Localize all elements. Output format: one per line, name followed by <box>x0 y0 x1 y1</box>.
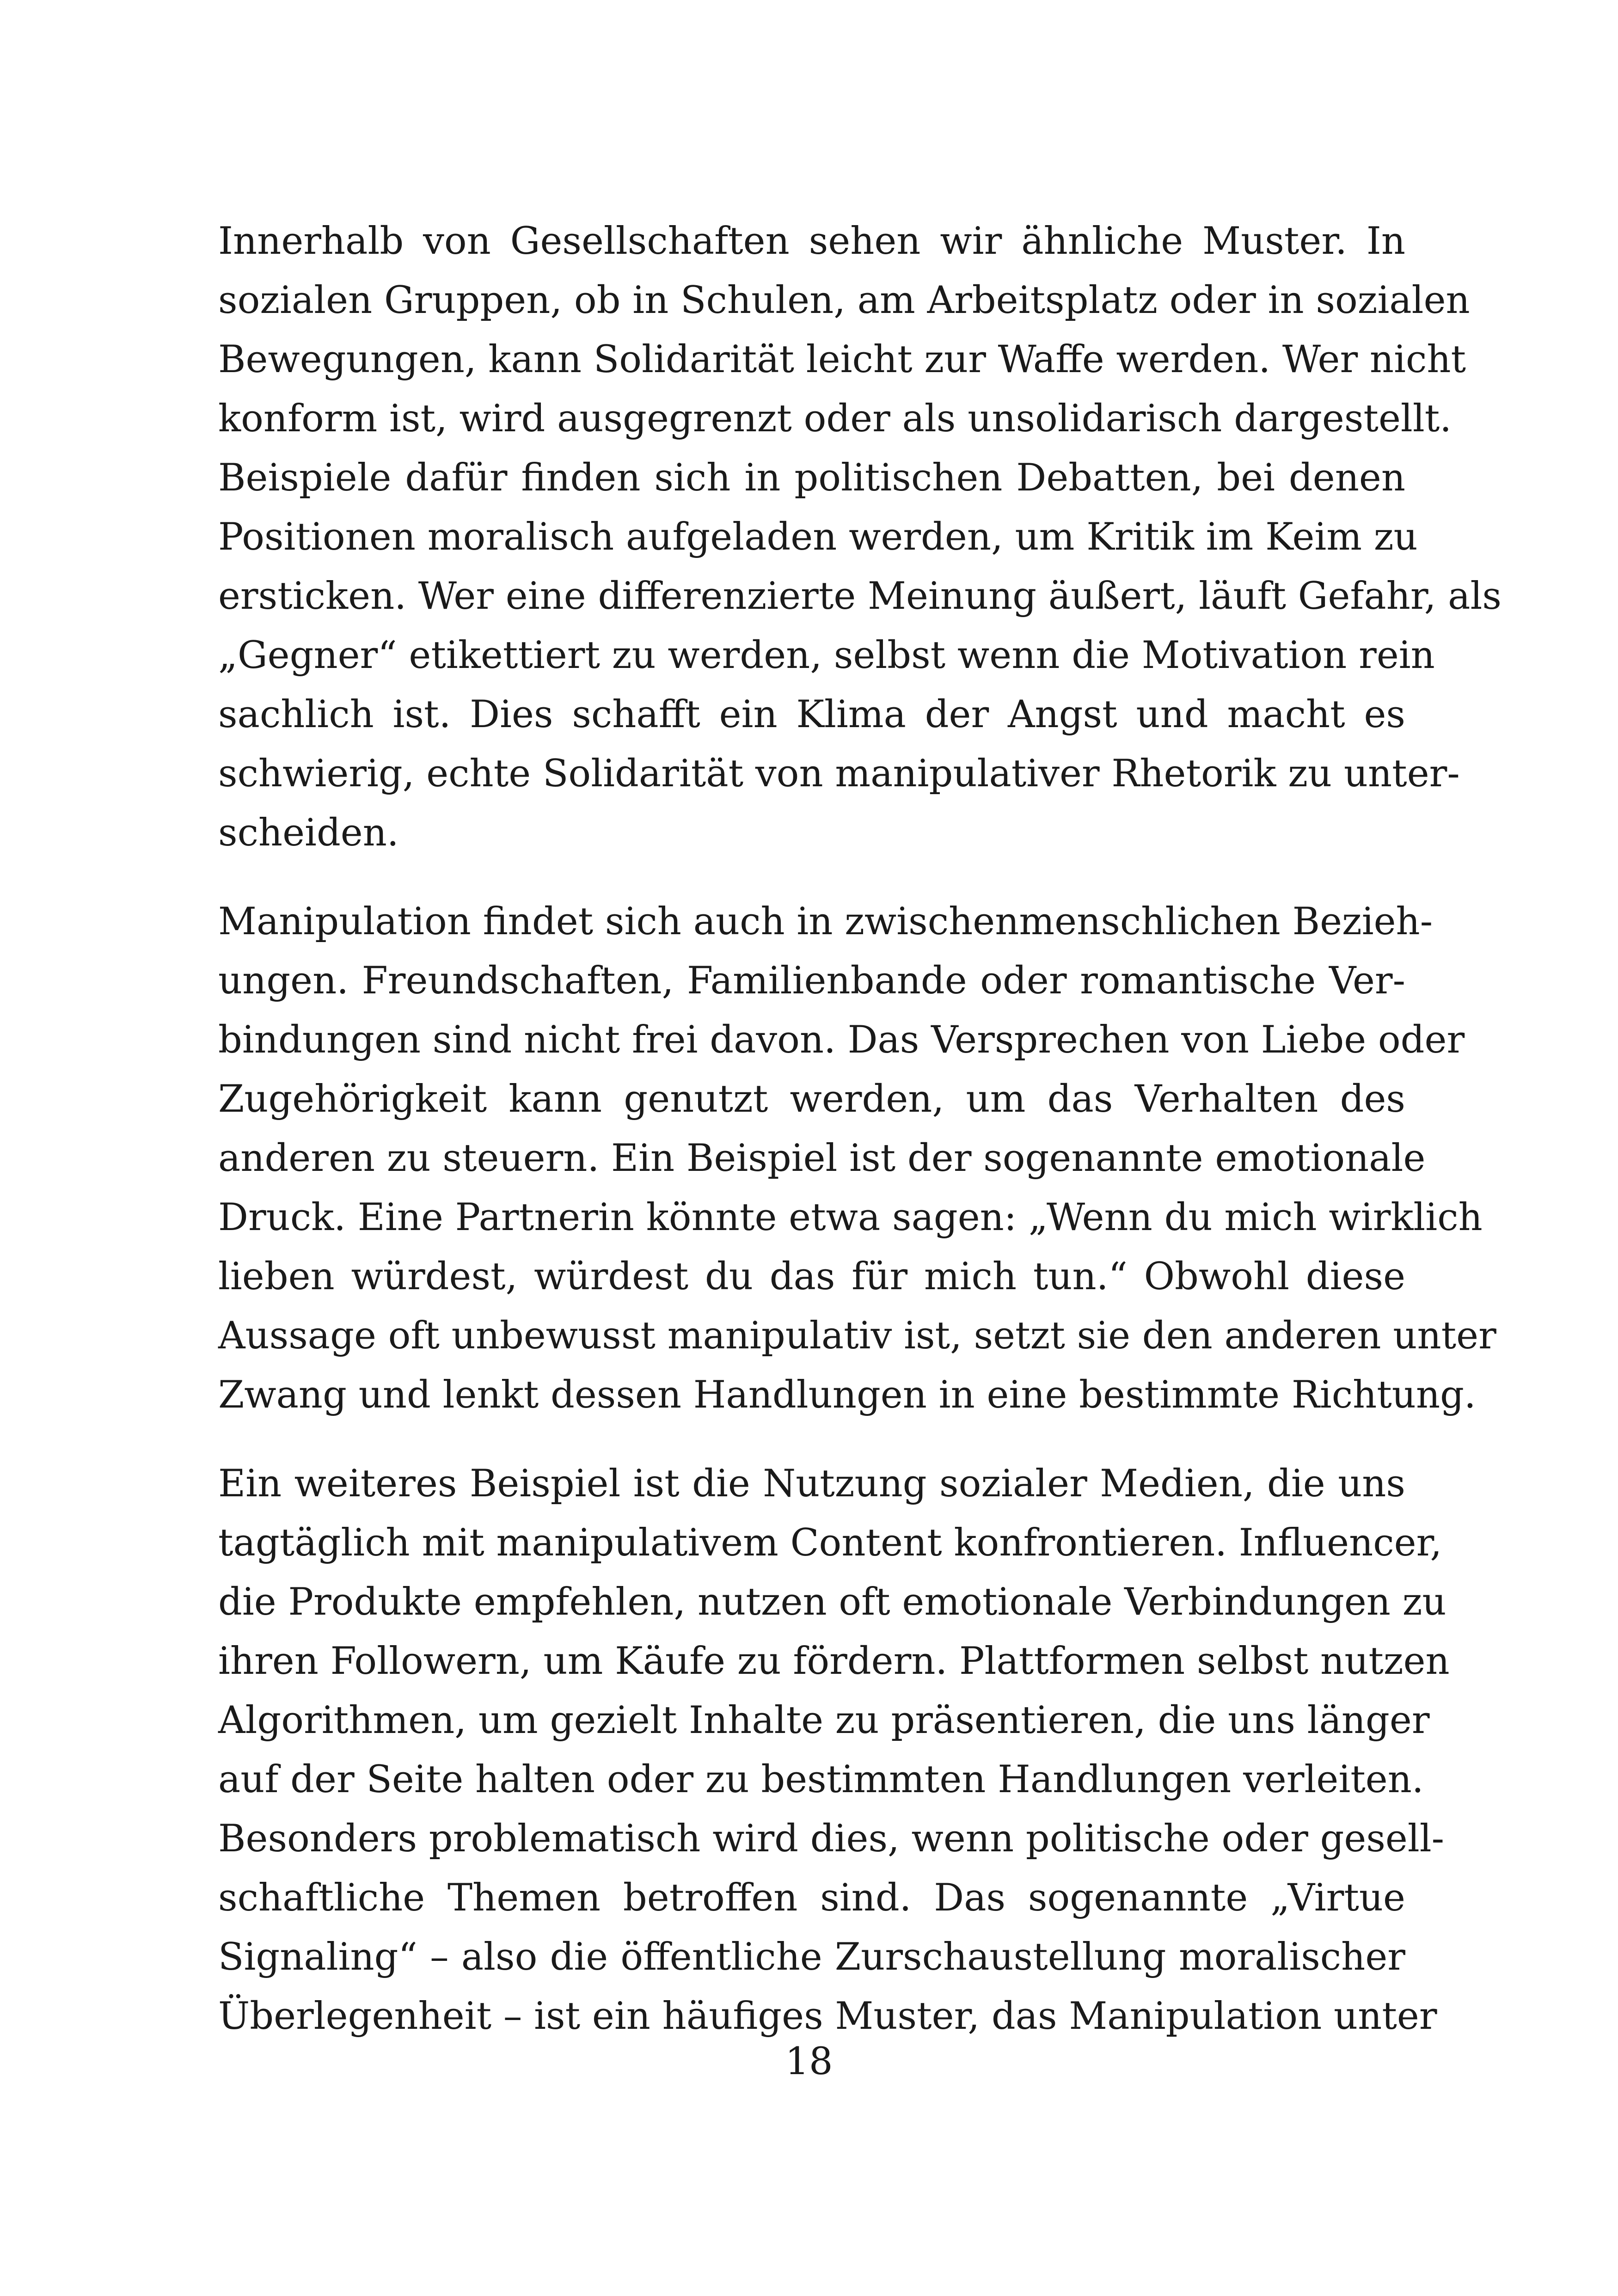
text-line: schaftliche Themen betroffen sind. Das sogenannte „Virtue <box>218 1876 1405 1920</box>
text-line: Bewegungen, kann Solidarität leicht zur Waffe werden. Wer nicht <box>218 338 1466 381</box>
text-line: Zwang und lenkt dessen Handlungen in eine bestimmte Richtung. <box>218 1373 1476 1417</box>
text-line: bindungen sind nicht frei davon. Das Versprechen von Liebe oder <box>218 1018 1465 1062</box>
page-number: 18 <box>785 2040 833 2083</box>
text-line: Manipulation findet sich auch in zwischenmenschlichen Bezieh- <box>218 900 1433 943</box>
text-line: ungen. Freundschaften, Familienbande oder romantische Ver- <box>218 959 1405 1003</box>
text-line: schwierig, echte Solidarität von manipulativer Rhetorik zu unter- <box>218 752 1460 796</box>
paragraph-2 <box>218 892 1496 1425</box>
text-line: anderen zu steuern. Ein Beispiel ist der sogenannte emotionale <box>218 1137 1426 1180</box>
text-line: Aussage oft unbewusst manipulativ ist, setzt sie den anderen unter <box>218 1314 1496 1358</box>
text-line: Druck. Eine Partnerin könnte etwa sagen: „Wenn du mich wirklich <box>218 1196 1483 1239</box>
text-line: ersticken. Wer eine differenzierte Meinung äußert, läuft Gefahr, als <box>218 575 1502 618</box>
text-line: „Gegner“ etikettiert zu werden, selbst wenn die Motivation rein <box>218 634 1435 677</box>
text-line: scheiden. <box>218 811 399 855</box>
text-line: ihren Followern, um Käufe zu fördern. Plattformen selbst nutzen <box>218 1640 1450 1683</box>
text-line: Innerhalb von Gesellschaften sehen wir ähnliche Muster. In <box>218 220 1405 263</box>
text-line: sozialen Gruppen, ob in Schulen, am Arbeitsplatz oder in sozialen <box>218 279 1470 322</box>
text-line: Besonders problematisch wird dies, wenn politische oder gesell- <box>218 1817 1445 1861</box>
text-line: Algorithmen, um gezielt Inhalte zu präsentieren, die uns länger <box>218 1699 1430 1742</box>
text-line: auf der Seite halten oder zu bestimmten Handlungen verleiten. <box>218 1758 1424 1801</box>
text-line: tagtäglich mit manipulativem Content konfrontieren. Influencer, <box>218 1521 1442 1565</box>
body-text <box>218 212 1502 2076</box>
text-line: Ein weiteres Beispiel ist die Nutzung sozialer Medien, die uns <box>218 1462 1405 1506</box>
text-line: Zugehörigkeit kann genutzt werden, um das Verhalten des <box>218 1078 1405 1121</box>
text-line: Positionen moralisch aufgeladen werden, um Kritik im Keim zu <box>218 515 1418 559</box>
text-line: konform ist, wird ausgegrenzt oder als unsolidarisch dargestellt. <box>218 397 1452 441</box>
text-line: Überlegenheit – ist ein häufiges Muster, das Manipulation unter <box>218 1995 1437 2038</box>
text-line: lieben würdest, würdest du das für mich tun.“ Obwohl diese <box>218 1255 1405 1298</box>
text-line: die Produkte empfehlen, nutzen oft emotionale Verbindungen zu <box>218 1580 1446 1624</box>
paragraph-1 <box>218 212 1502 863</box>
text-line: sachlich ist. Dies schafft ein Klima der Angst und macht es <box>218 693 1405 736</box>
text-line: Beispiele dafür finden sich in politischen Debatten, bei denen <box>218 456 1405 500</box>
paragraph-3 <box>218 1454 1450 2046</box>
text-line: Signaling“ – also die öffentliche Zurschaustellung moralischer <box>218 1935 1405 1979</box>
